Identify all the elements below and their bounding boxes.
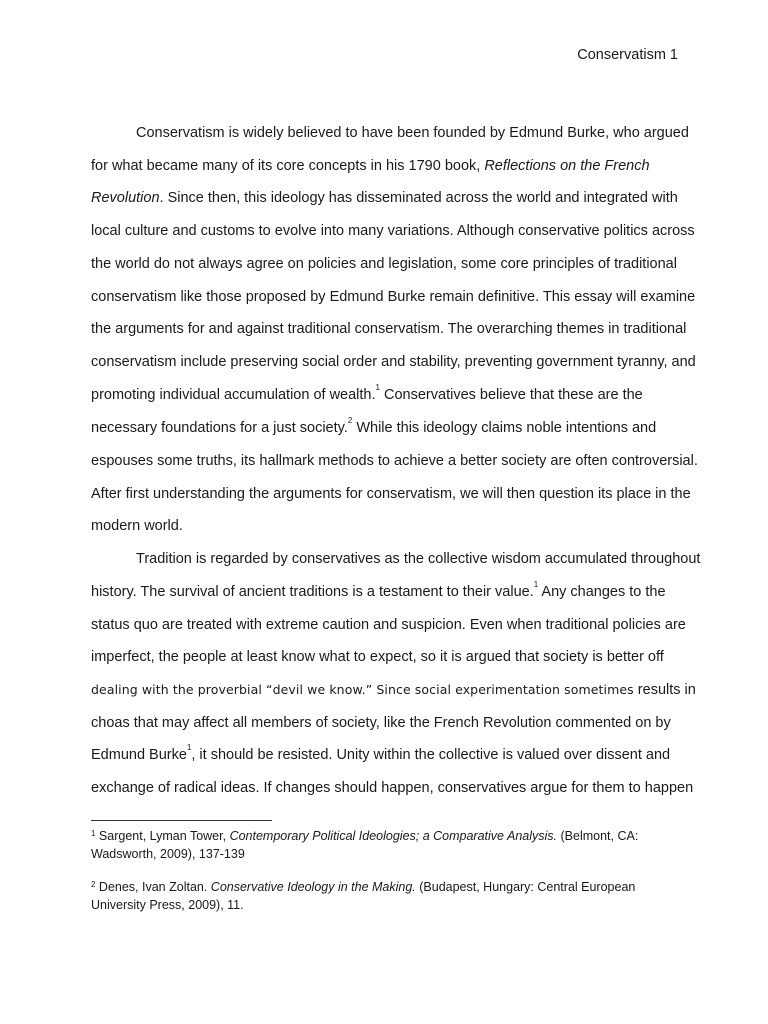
body-line: Tradition is regarded by conservatives as the collective wisdom accumulated throughout — [136, 551, 701, 567]
body-line: local culture and customs to evolve into many variations. Although conservative politics across — [91, 223, 695, 239]
footnote-2: $^2$ Denes, Ivan Zoltan. Conservative Ideology in the Making. (Budapest, Hungary: Central European — [91, 880, 636, 894]
body-line: necessary foundations for a just society.$^2$ While this ideology claims noble intentions and — [91, 416, 657, 436]
body-line: exchange of radical ideas. If changes should happen, conservatives argue for them to happen — [91, 780, 694, 796]
body-line: the world do not always agree on policies and legislation, some core principles of traditional — [91, 256, 677, 272]
body-line: After first understanding the arguments for conservatism, we will then question its place in the — [91, 486, 691, 502]
footnote-ref: 1 — [186, 743, 192, 752]
body-line: for what became many of its core concepts in his 1790 book, Reflections on the French — [91, 158, 650, 174]
footnote-ref: 1 — [533, 580, 539, 589]
body-line: history. The survival of ancient traditions is a testament to their value.$^1$ Any changes to the — [91, 580, 666, 600]
body-line: Edmund Burke$^1$, it should be resisted. Unity within the collective is valued over dissent and — [91, 743, 671, 763]
body-line: Conservatism is widely believed to have been founded by Edmund Burke, who argued — [136, 125, 689, 141]
body-line: promoting individual accumulation of wealth.$^1$ Conservatives believe that these are the — [91, 383, 643, 403]
footnote-marker: 2 — [91, 880, 96, 889]
footnote-1: $^1$ Sargent, Lyman Tower, Contemporary Political Ideologies; a Comparative Analysis. (Belmont, CA: — [91, 829, 639, 843]
body-line: the arguments for and against traditional conservatism. The overarching themes in traditional — [91, 321, 687, 337]
footnote-ref: 1 — [375, 383, 380, 392]
book-title: Revolution — [91, 190, 160, 206]
running-head: Conservatism 1 — [577, 47, 678, 63]
footnote-separator — [91, 820, 272, 821]
footnote-2-cont: University Press, 2009), 11. — [91, 898, 244, 912]
footnote-marker: 1 — [91, 829, 96, 838]
body-line: conservatism include preserving social order and stability, preventing government tyranny, and — [91, 354, 696, 370]
body-line: choas that may affect all members of society, like the French Revolution commented on by — [91, 715, 671, 731]
body-line: espouses some truths, its hallmark methods to achieve a better society are often controversial. — [91, 453, 698, 469]
body-line: status quo are treated with extreme caution and suspicion. Even when traditional policies are — [91, 617, 686, 633]
body-line: conservatism like those proposed by Edmund Burke remain definitive. This essay will examine — [91, 289, 696, 305]
book-title: Reflections on the French — [484, 158, 650, 174]
body-line: imperfect, the people at least know what to expect, so it is argued that society is better off — [91, 649, 664, 665]
body-line: Revolution. Since then, this ideology has disseminated across the world and integrated with — [91, 190, 678, 206]
body-line: dealing with the proverbial “devil we know.” Since social experimentation sometimes results in — [91, 682, 696, 698]
footnote-ref: 2 — [347, 416, 353, 425]
body-line: modern world. — [91, 518, 183, 534]
footnote-1-cont: Wadsworth, 2009), 137-139 — [91, 847, 245, 861]
